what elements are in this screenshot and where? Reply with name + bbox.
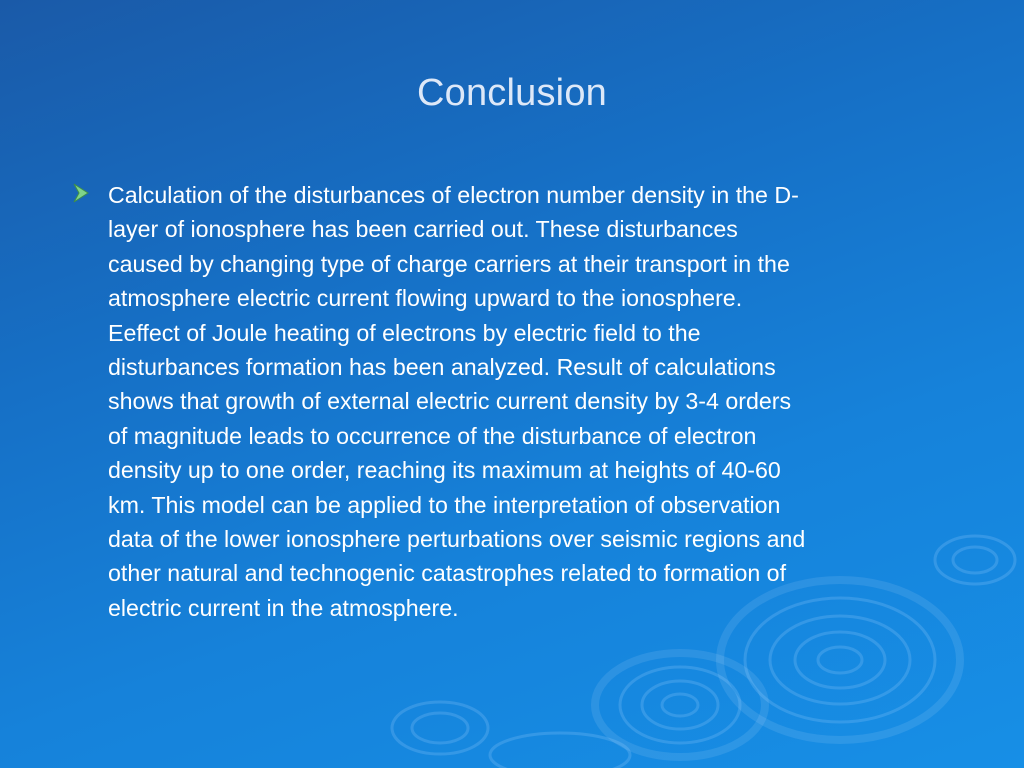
bullet-item [70, 178, 970, 625]
bullet-text: Calculation of the disturbances of electron number density in the D- layer of ionosphere has been carried out. These disturbances caused by changing type of charge carriers at their transport in the atmosphere electric current flowing upward to the ionosphere. Eeffect of Joule heating of electrons by electric field to the disturbances formation has been analyzed. Result of calculations shows that growth of external electric current density by 3-4 orders of magnitude leads to occurrence of the disturbance of electron density up to one order, reaching its maximum at heights of 40-60 km. This model can be applied to the interpretation of observation data of the lower ionosphere perturbations over seismic regions and other natural and technogenic catastrophes related to formation of electric current in the atmosphere. [108, 182, 806, 621]
arrowhead-bullet-icon [70, 182, 92, 204]
bullet-list [70, 178, 970, 625]
slide-title: Conclusion [417, 72, 607, 114]
